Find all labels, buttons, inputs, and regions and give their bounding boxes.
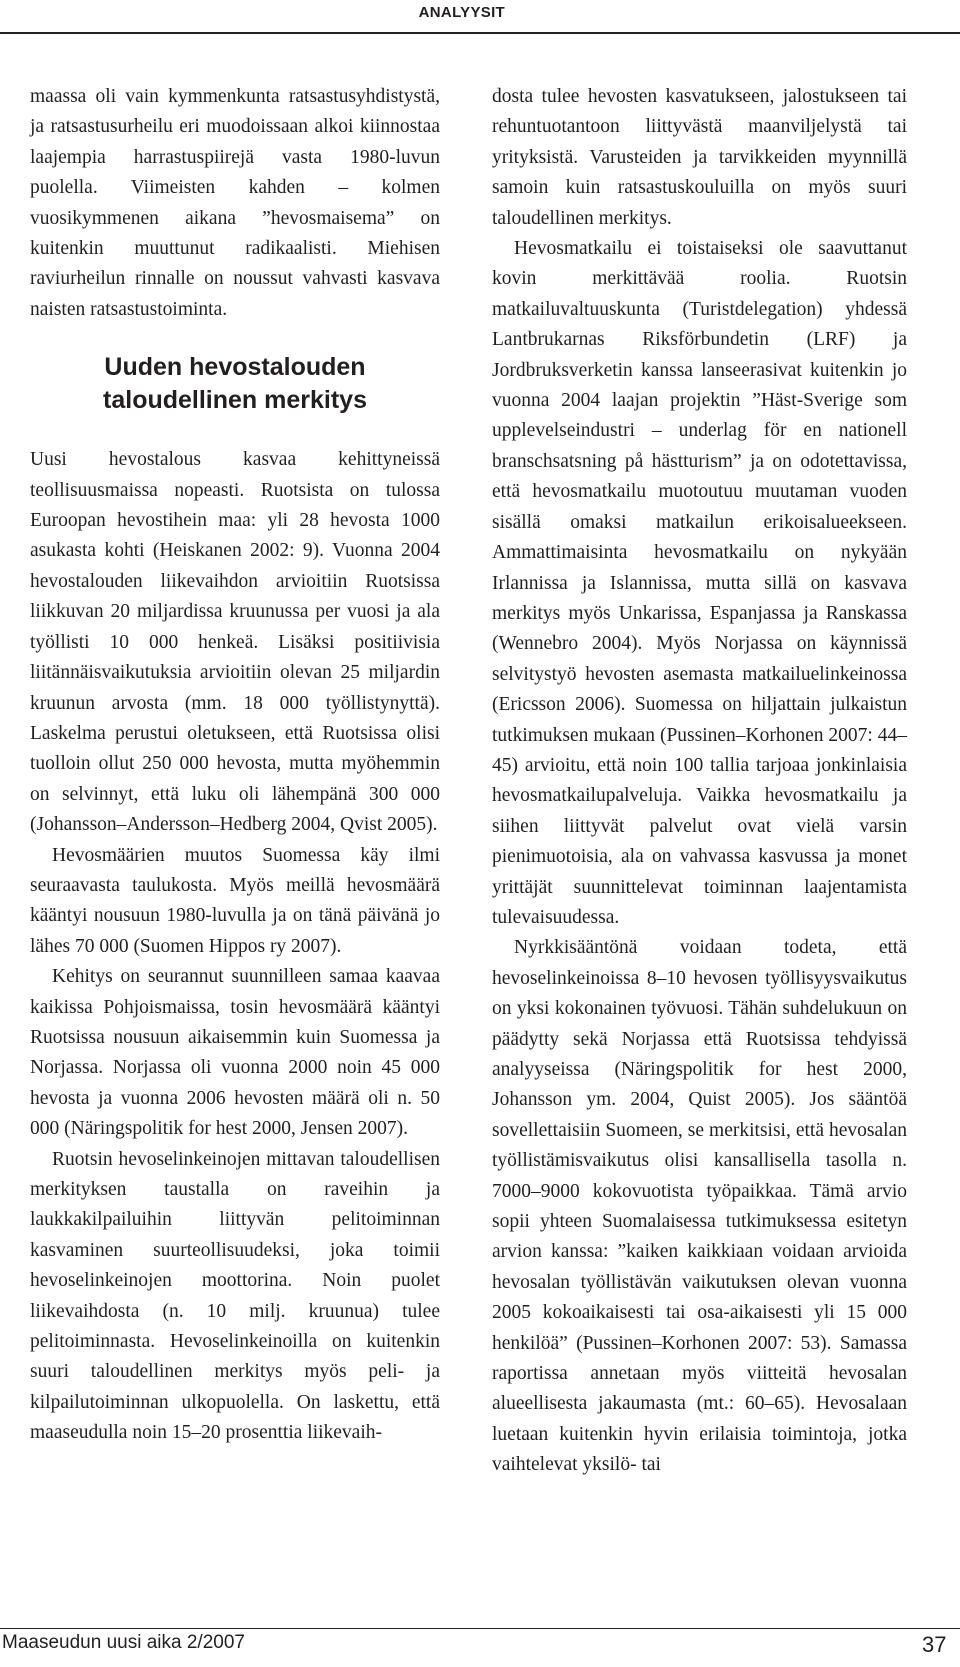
subheading-line-2: taloudellinen merkitys: [103, 386, 367, 415]
header-rule: [0, 32, 960, 34]
left-paragraph-1: maassa oli vain kymmenkunta ratsastusyhdistystä, ja ratsastusurheilu eri muodoissaan alkoi kiinnostaa laajempia harrastuspiirejä vasta 1980-luvun puolella. Viimeisten kahden – kolmen vuosikymmenen aikana ”hevosmaisema” on kuitenkin muuttunut radikaalisti. Miehisen raviurheilun rinnalle on noussut vahvasti kasvava naisten ratsastustoiminta.: [30, 86, 440, 320]
left-column: [30, 82, 440, 1449]
right-paragraph-1: dosta tulee hevosten kasvatukseen, jalostukseen tai rehuntuotantoon liittyvästä maanviljelystä tai yrityksistä. Varusteiden ja tarvikkeiden myynnillä samoin kuin ratsastuskouluilla on myös suuri taloudellinen merkitys.: [492, 86, 907, 229]
section-label: ANALYYSIT: [418, 4, 505, 21]
right-column: [492, 82, 907, 1481]
left-paragraph-4: Kehitys on seurannut suunnilleen samaa kaavaa kaikissa Pohjoismaissa, tosin hevosmäärä kääntyi Ruotsissa nousuun aikaisemmin kuin Suomessa ja Norjassa. Norjassa oli vuonna 2000 noin 45 000 hevosta ja vuonna 2006 hevosten määrä oli n. 50 000 (Näringspolitik for hest 2000, Jensen 2007).: [30, 966, 440, 1140]
footer-rule: [0, 1628, 960, 1629]
section-subheading: [30, 351, 440, 417]
subheading-line-1: Uuden hevostalouden: [104, 353, 366, 382]
left-paragraph-3: Hevosmäärien muutos Suomessa käy ilmi seuraavasta taulukosta. Myös meillä hevosmäärä kääntyi nousuun 1980-luvulla ja on tänä päivänä jo lähes 70 000 (Suomen Hippos ry 2007).: [30, 844, 440, 957]
right-paragraph-3: Nyrkkisääntönä voidaan todeta, että hevoselinkeinoissa 8–10 hevosen työllisyysvaikutus on yksi kokonainen työvuosi. Tähän suhdelukuun on päädytty sekä Norjassa että Ruotsissa tehdyissä analyyseissa (Näringspolitik for hest 2000, Johansson ym. 2004, Quist 2005). Jos sääntöä sovellettaisiin Suomeen, se merkitsisi, että hevosalan työllistämisvaikutus olisi kansallisella tasolla n. 7000–9000 kokovuotista työpaikkaa. Tämä arvio sopii yhteen Suomalaisessa tutkimuksessa esitetyn arvion kanssa: ”kaiken kaikkiaan voidaan arvioida hevosalan työllistävän vaikutuksen olevan vuonna 2005 kokoaikaisesti tai osa-aikaisesti yli 15 000 henkilöä” (Pussinen–Korhonen 2007: 53). Samassa raportissa annetaan myös viitteitä hevosalan alueellisesta jakaumasta (mt.: 60–65). Hevosalaan luetaan kuitenkin hyvin erilaisia toimintoja, jotka vaihtelevat yksilö- tai: [492, 937, 907, 1476]
left-paragraph-5: Ruotsin hevoselinkeinojen mittavan taloudellisen merkityksen taustalla on raveihin ja laukkakilpailuihin liittyvän pelitoiminnan kasvaminen suurteollisuudeksi, joka toimii hevoselinkeinojen moottorina. Noin puolet liikevaihdosta (n. 10 milj. kruunua) tulee pelitoiminnasta. Hevoselinkeinoilla on kuitenkin suuri taloudellinen merkitys myös peli- ja kilpailutoiminnan ulkopuolella. On laskettu, että maaseudulla noin 15–20 prosenttia liikevaih-: [30, 1148, 440, 1444]
publication-title: Maaseudun uusi aika 2/2007: [2, 1632, 245, 1653]
page-number: 37: [922, 1632, 947, 1657]
right-paragraph-2: Hevosmatkailu ei toistaiseksi ole saavuttanut kovin merkittävää roolia. Ruotsin matkailuvaltuuskunta (Turistdelegation) yhdessä Lantbrukarnas Riksförbundetin (LRF) ja Jordbruksverketin kanssa lanseerasivat kuitenkin jo vuonna 2004 laajan projektin ”Häst-Sverige som upplevelseindustri – underlag för en nationell branschsatsning på hästturism” ja on odotettavissa, että hevosmatkailu muotoutuu muutaman vuoden sisällä omaksi matkailun erikoisalueekseen. Ammattimaisinta hevosmatkailu on nykyään Irlannissa ja Islannissa, mutta sillä on kasvava merkitys myös Unkarissa, Espanjassa ja Ranskassa (Wennebro 2004). Myös Norjassa on käynnissä selvitystyö hevosten asemasta matkailuelinkeinossa (Ericsson 2006). Suomessa on hiljattain julkaistun tutkimuksen mukaan (Pussinen–Korhonen 2007: 44–45) arvioitu, että noin 100 tallia tarjoaa jonkinlaisia hevosmatkailupalveluja. Vaikka hevosmatkailu ja siihen liittyvät palvelut ovat vielä varsin pienimuotoisia, ala on vahvassa kasvussa ja monet yrittäjät suunnittelevat toiminnan laajentamista tulevaisuudessa.: [492, 238, 907, 928]
left-paragraph-2: Uusi hevostalous kasvaa kehittyneissä teollisuusmaissa nopeasti. Ruotsista on tulossa Euroopan hevostihein maa: yli 28 hevosta 1000 asukasta kohti (Heiskanen 2002: 9). Vuonna 2004 hevostalouden liikevaihdon arvioitiin Ruotsissa liikkuvan 20 miljardissa kruunussa per vuosi ja ala työllisti 10 000 henkeä. Lisäksi positiivisia liitännäisvaikutuksia arvioitiin olevan 25 miljardin kruunun arvosta (mm. 18 000 työllistynyttä). Laskelma perustui oletukseen, että Ruotsissa olisi tuolloin ollut 250 000 hevosta, mutta myöhemmin on selvinnyt, että luku oli lähempänä 300 000 (Johansson–Andersson–Hedberg 2004, Qvist 2005).: [30, 449, 440, 836]
